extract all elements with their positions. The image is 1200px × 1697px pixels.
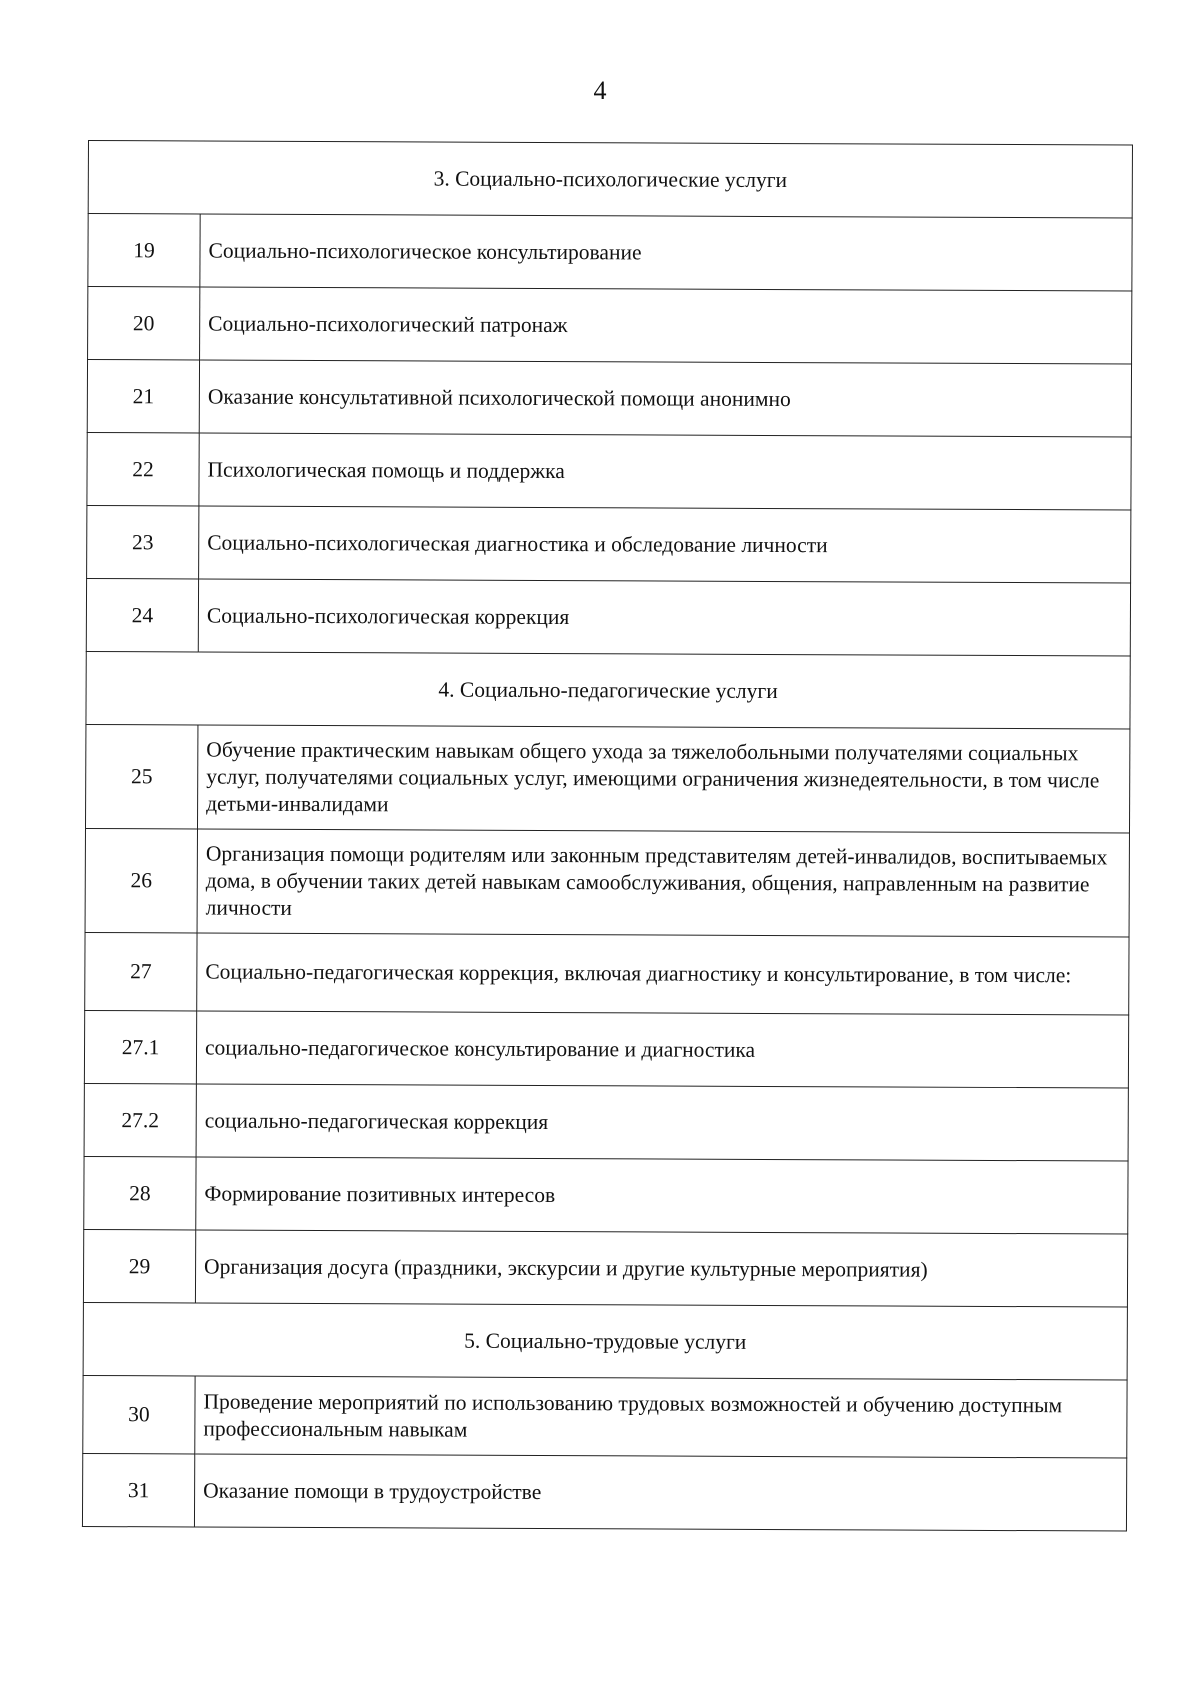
service-name: Социально-психологический патронаж: [200, 287, 1132, 364]
service-name: Организация досуга (праздники, экскурсии и другие культурные мероприятия): [195, 1230, 1127, 1307]
table-row: [87, 432, 1131, 510]
table-row: [86, 578, 1130, 656]
table-row: [87, 360, 1131, 438]
item-number: 31: [82, 1453, 194, 1526]
page-number: 4: [593, 76, 607, 105]
service-name: Социально-психологическая диагностика и обследование личности: [199, 506, 1131, 583]
item-number: 22: [87, 432, 199, 505]
table-row: [85, 932, 1129, 1015]
item-number: 21: [87, 360, 199, 433]
item-number: 29: [83, 1229, 195, 1302]
table-row: [85, 724, 1129, 833]
table-row: [82, 1453, 1126, 1531]
service-name: социально-педагогическая коррекция: [196, 1084, 1128, 1161]
service-name: Оказание консультативной психологической помощи анонимно: [199, 360, 1131, 437]
table-row: [84, 1156, 1128, 1234]
table-row: [88, 287, 1132, 365]
item-number: 27.1: [84, 1010, 196, 1083]
table-row: [87, 505, 1131, 583]
item-number: 28: [84, 1156, 196, 1229]
table-row: [83, 1229, 1127, 1307]
section-row: [83, 1302, 1127, 1380]
item-number: 26: [85, 828, 197, 932]
service-name: социально-педагогическое консультирование и диагностика: [196, 1011, 1128, 1088]
service-name: Социально-психологическое консультирование: [200, 214, 1132, 291]
section-title: 4. Социально-педагогические услуги: [86, 651, 1130, 729]
services-table: [82, 140, 1133, 1532]
item-number: 30: [83, 1375, 195, 1453]
service-name: Социально-психологическая коррекция: [198, 579, 1130, 656]
service-name: Проведение мероприятий по использованию трудовых возможностей и обучению доступным профессиональным навыкам: [195, 1376, 1127, 1458]
table-row: [83, 1375, 1127, 1458]
section-row: [86, 651, 1130, 729]
item-number: 27.2: [84, 1083, 196, 1156]
item-number: 23: [87, 505, 199, 578]
item-number: 27: [85, 932, 197, 1010]
service-name: Оказание помощи в трудоустройстве: [194, 1454, 1126, 1531]
section-row: [88, 141, 1132, 219]
item-number: 24: [86, 578, 198, 651]
table-row: [88, 214, 1132, 292]
item-number: 25: [85, 724, 197, 828]
service-name: Обучение практическим навыкам общего ухода за тяжелобольными получателями социальных услуг, получателями социальных услуг, имеющими ограничения жизнедеятельности, в том числе детьми-инвалидами: [197, 725, 1129, 833]
table-row: [84, 1010, 1128, 1088]
table-row: [85, 828, 1129, 937]
service-name: Социально-педагогическая коррекция, включая диагностику и консультирование, в том числе:: [197, 933, 1129, 1015]
section-title: 3. Социально-психологические услуги: [88, 141, 1132, 219]
service-name: Формирование позитивных интересов: [196, 1157, 1128, 1234]
service-name: Психологическая помощь и поддержка: [199, 433, 1131, 510]
table-row: [84, 1083, 1128, 1161]
item-number: 20: [88, 287, 200, 360]
item-number: 19: [88, 214, 200, 287]
section-title: 5. Социально-трудовые услуги: [83, 1302, 1127, 1380]
service-name: Организация помощи родителям или законным представителям детей-инвалидов, воспитываемых дома, в обучении таких детей навыкам самообслуживания, общения, направленным на развитие личности: [197, 829, 1129, 937]
